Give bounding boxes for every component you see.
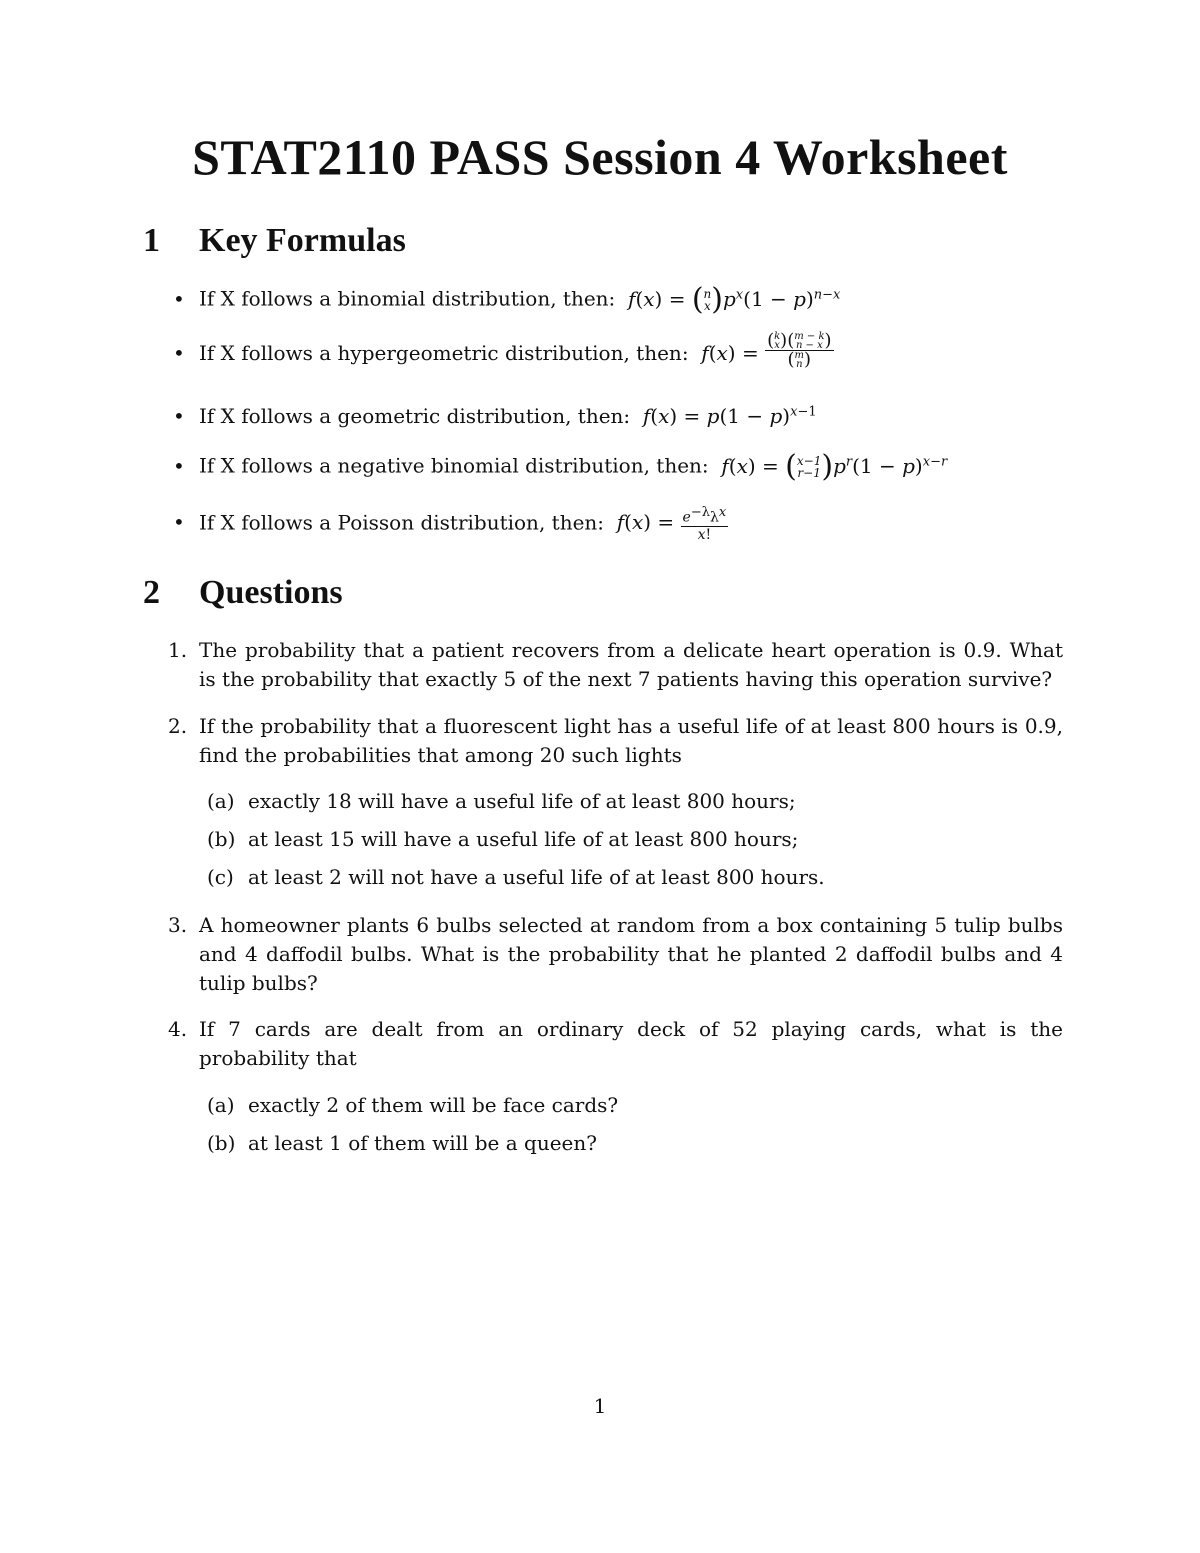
question-number: 4. (168, 1017, 188, 1041)
formula-poisson (173, 505, 728, 543)
question-3 (168, 911, 1063, 998)
part-text: at least 1 of them will be a queen? (248, 1131, 597, 1155)
section-number: 1 (143, 222, 160, 259)
part-text: exactly 2 of them will be face cards? (248, 1093, 619, 1117)
formula-text: If X follows a Poisson distribution, then: (199, 510, 605, 535)
question-4 (168, 1015, 1063, 1073)
question-number: 2. (168, 714, 188, 738)
question-4-part-b (207, 1131, 597, 1155)
bullet-icon: • (173, 510, 185, 535)
part-text: exactly 18 will have a useful life of at least 800 hours; (248, 789, 796, 813)
question-2-part-c (207, 865, 825, 889)
formula-text: If X follows a binomial distribution, then: (199, 286, 616, 311)
formula-expression: $f(x) = p(1 - p)^{x-1}$ (642, 404, 817, 428)
question-number: 1. (168, 638, 188, 662)
question-4-part-a (207, 1093, 618, 1117)
question-2 (168, 712, 1063, 770)
question-text: If the probability that a fluorescent light has a useful life of at least 800 hours is 0.9, find the probabilities that among 20 such lights (199, 714, 1063, 767)
section-key-formulas (143, 222, 406, 260)
formula-text: If X follows a geometric distribution, then: (199, 404, 631, 428)
page-number: 1 (593, 1394, 607, 1418)
formula-expression: f(x) = ( x−1 r−1 ) $p^r(1 - p)^{x-r}$ (721, 449, 948, 484)
part-label: (c) (207, 865, 234, 889)
question-number: 3. (168, 913, 188, 937)
bullet-icon: • (173, 341, 185, 365)
formula-geometric (173, 404, 817, 428)
question-2-part-a (207, 789, 796, 813)
formula-expression: f(x) = ( k x ) ( m − k n − x ) ( m n ) (701, 330, 832, 370)
bullet-icon: • (173, 453, 185, 478)
formula-text: If X follows a hypergeometric distribution, then: (199, 341, 689, 365)
part-label: (a) (207, 1093, 235, 1117)
section-number: 2 (143, 574, 160, 611)
question-2-part-b (207, 827, 798, 851)
section-heading: Questions (199, 574, 343, 611)
part-text: at least 15 will have a useful life of at least 800 hours; (248, 827, 799, 851)
question-text: If 7 cards are dealt from an ordinary deck of 52 playing cards, what is the probability that (199, 1017, 1063, 1070)
section-heading: Key Formulas (199, 222, 406, 259)
bullet-icon: • (173, 286, 185, 311)
part-label: (b) (207, 1131, 236, 1155)
formula-expression: f(x) = ( n x ) $p^x(1 - p)^{n-x}$ (628, 282, 841, 317)
question-text: The probability that a patient recovers from a delicate heart operation is 0.9. What is the probability that exactly 5 of the next 7 patients having this operation survive? (199, 638, 1063, 691)
bullet-icon: • (173, 404, 185, 428)
part-label: (a) (207, 789, 235, 813)
page-title: STAT2110 PASS Session 4 Worksheet (192, 129, 1008, 185)
section-questions (143, 574, 343, 612)
question-text: A homeowner plants 6 bulbs selected at random from a box containing 5 tulip bulbs and 4 daffodil bulbs. What is the probability that he planted 2 daffodil bulbs and 4 tulip bulbs? (199, 913, 1063, 995)
part-text: at least 2 will not have a useful life of at least 800 hours. (248, 865, 825, 889)
part-label: (b) (207, 827, 236, 851)
formula-negative-binomial (173, 449, 948, 484)
formula-expression: f(x) = $\frac{e^{-\lambda}\lambda^x}{x!}$ (616, 505, 727, 543)
question-1 (168, 636, 1063, 694)
formula-binomial (173, 282, 841, 317)
formula-hypergeometric (173, 330, 834, 370)
formula-text: If X follows a negative binomial distribution, then: (199, 453, 709, 478)
